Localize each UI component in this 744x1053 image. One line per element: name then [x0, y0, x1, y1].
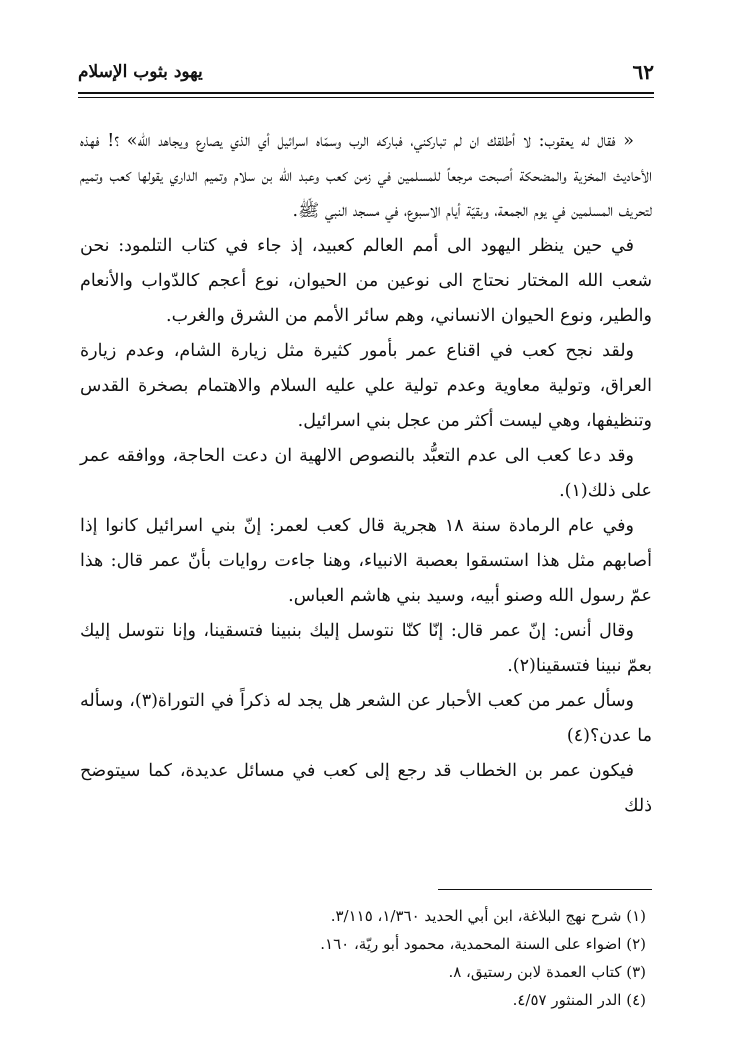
paragraph: في حين ينظر اليهود الى أمم العالم كعبيد، إذ جاء في كتاب التلمود: نحن شعب الله المختار نحتاج الى نوعين من الحيوان، نوع أعجم كالدّواب والأنعام والطير، ونوع الحيوان الانساني، وهم سائر الأمم من الشرق والغرب.	[80, 236, 652, 326]
footnote: (٤) الدر المنثور ٤/٥٧.	[512, 991, 646, 1009]
footnote: (٣) كتاب العمدة لابن رستيق، ٨.	[448, 963, 646, 981]
paragraph: وفي عام الرمادة سنة ١٨ هجرية قال كعب لعمر: إنّ بني اسرائيل كانوا إذا أصابهم مثل هذا استسقوا بعصبة الانبياء، وهنا جاءت روايات بأنّ عمر قال: هذا عمّ رسول الله وصنو أبيه، وسيد بني هاشم العباس.	[80, 516, 652, 606]
paragraph: فيكون عمر بن الخطاب قد رجع إلى كعب في مسائل عديدة، كما سيتوضح ذلك	[80, 761, 652, 816]
running-title: يهود بثوب الإسلام	[78, 62, 203, 82]
paragraph: « فقال له يعقوب: لا أطلقك ان لم تباركني، فباركه الرب وسمّاه اسرائيل أي الذي يصارع ويجاهد الله» ؟! فهذه الأحاديث المخزية والمضحكة أصبحت مرجعاً للمسلمين في زمن كعب وعبد الله بن سلام وتميم الداري يقولها كعب وتميم لتحريف المسلمين في يوم الجمعة، وبقيّة أيام الاسبوع، في مسجد النبي ﷺ.	[80, 131, 652, 221]
paragraph: ولقد نجح كعب في اقناع عمر بأمور كثيرة مثل زيارة الشام، وعدم زيارة العراق، وتولية معاوية وعدم تولية علي عليه السلام والاهتمام بصخرة القدس وتنظيفها، وهي ليست أكثر من عجل بني اسرائيل.	[80, 341, 652, 431]
paragraph: وقد دعا كعب الى عدم التعبُّد بالنصوص الالهية ان دعت الحاجة، ووافقه عمر على ذلك(١).	[80, 446, 652, 501]
page-number: ٦٢	[632, 60, 654, 84]
page-header	[78, 58, 654, 88]
paragraph: وسأل عمر من كعب الأحبار عن الشعر هل يجد له ذكراً في التوراة(٣)، وسأله ما عدن؟(٤)	[80, 691, 652, 746]
paragraph: وقال أنس: إنّ عمر قال: إنّا كنّا نتوسل إليك بنبينا فتسقينا، وإنا نتوسل إليك بعمّ نبينا فتسقينا(٢).	[80, 621, 652, 676]
footnote: (١) شرح نهج البلاغة، ابن أبي الحديد ١/٣٦٠، ٣/١١٥.	[330, 907, 646, 925]
footnotes	[80, 902, 646, 1014]
body-text	[80, 124, 652, 824]
header-rule-thick	[78, 92, 654, 94]
header-rule-thin	[78, 97, 654, 98]
footnote: (٢) اضواء على السنة المحمدية، محمود أبو ريّة، ١٦٠.	[320, 935, 646, 953]
footnote-separator	[438, 889, 652, 890]
